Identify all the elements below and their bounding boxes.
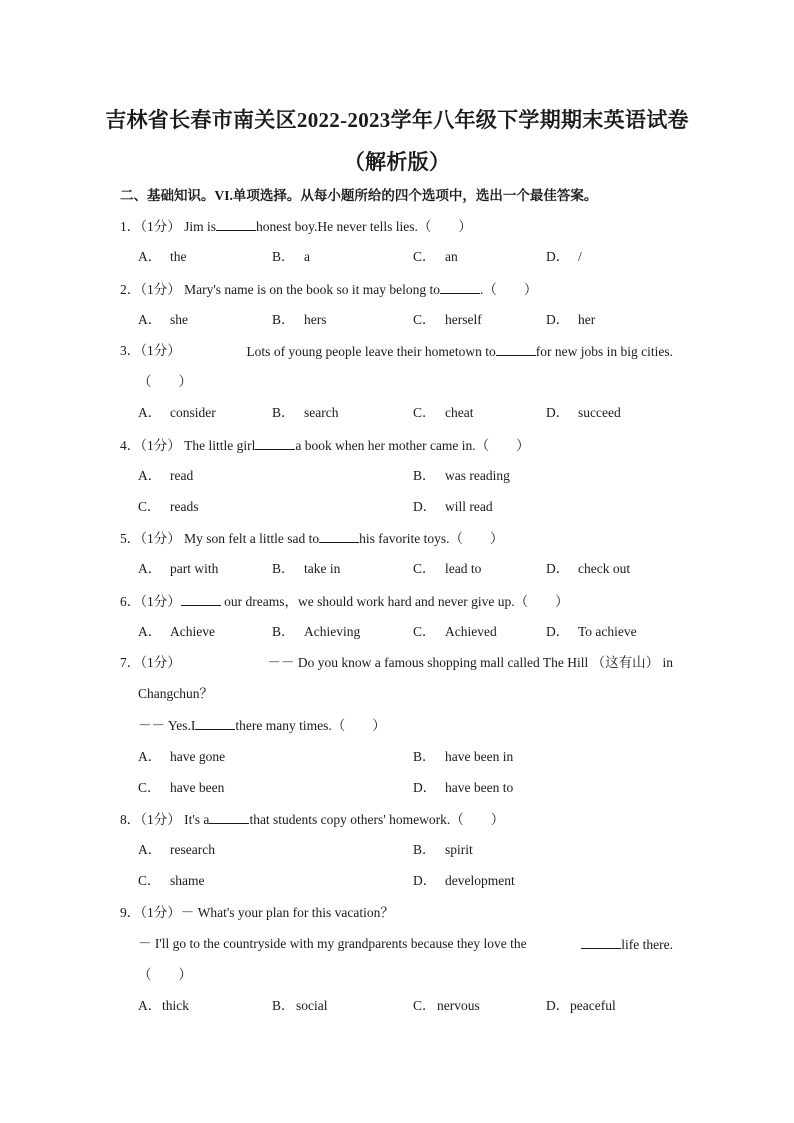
option-text: research (170, 842, 215, 857)
option-a (138, 467, 193, 485)
option-b (413, 748, 513, 766)
option-text: search (304, 405, 339, 420)
option-letter: D． (546, 312, 570, 327)
option-letter: C． (413, 624, 436, 639)
question-text-post: .（ ） (480, 282, 538, 297)
option-b (272, 997, 328, 1015)
option-letter: A． (138, 468, 162, 483)
option-text: cheat (445, 405, 474, 420)
question-text-pre: The little girl (184, 438, 256, 453)
option-b (272, 560, 340, 578)
option-a (138, 248, 187, 266)
answer-blank (216, 217, 256, 231)
option-letter: C． (138, 499, 161, 514)
exam-subtitle: （解析版） (343, 150, 451, 174)
option-c (138, 498, 198, 516)
option-c (413, 997, 480, 1015)
answer-paren: （ ） (138, 374, 192, 389)
question-6 (120, 592, 569, 611)
option-text: consider (170, 405, 216, 420)
answer-blank (195, 716, 235, 730)
option-letter: C． (413, 249, 436, 264)
option-text: an (445, 249, 458, 264)
option-letter: B． (272, 249, 295, 264)
option-b (413, 841, 473, 859)
option-text: part with (170, 561, 219, 576)
answer-blank (209, 810, 249, 824)
option-letter: A． (138, 749, 162, 764)
option-letter: A． (138, 842, 162, 857)
option-d (413, 872, 515, 890)
option-d (546, 623, 637, 641)
option-letter: B． (413, 468, 436, 483)
option-c (413, 404, 473, 422)
option-letter: D． (413, 499, 437, 514)
question-5 (120, 529, 503, 548)
option-text: a (304, 249, 310, 264)
option-text: lead to (445, 561, 482, 576)
question-text-pre: Jim is (184, 219, 217, 234)
option-text: take in (304, 561, 341, 576)
option-text: will read (445, 499, 493, 514)
option-text: spirit (445, 842, 473, 857)
option-d (413, 779, 513, 797)
question-3 (120, 342, 673, 361)
option-b (272, 404, 338, 422)
option-d (546, 560, 630, 578)
option-text: development (445, 873, 515, 888)
option-text: she (170, 312, 188, 327)
option-letter: D． (413, 780, 437, 795)
question-text-post: for new jobs in big cities. (535, 344, 673, 359)
option-text: have gone (170, 749, 226, 764)
option-letter: A． (138, 249, 162, 264)
option-c (413, 560, 481, 578)
option-c (138, 872, 205, 890)
option-letter: B． (272, 405, 295, 420)
question-continuation: Changchun？ (138, 686, 213, 701)
option-c (413, 623, 497, 641)
answer-blank (496, 342, 536, 356)
option-text: Achieve (170, 624, 215, 639)
option-letter: C． (413, 312, 436, 327)
answer-blank (581, 935, 621, 949)
question-number: 9．（1分） (120, 905, 181, 920)
option-letter: C． (413, 998, 436, 1013)
question-text-pre: My son felt a little sad to (184, 531, 320, 546)
option-b (272, 623, 360, 641)
option-letter: C． (413, 561, 436, 576)
option-text: To achieve (578, 624, 637, 639)
option-d (546, 248, 582, 266)
question-7 (120, 654, 673, 672)
option-letter: A． (138, 405, 162, 420)
option-letter: D． (546, 624, 570, 639)
option-text: herself (445, 312, 482, 327)
option-d (546, 997, 616, 1015)
question-number: 3．（1分） (120, 343, 181, 358)
question-text-pre: －－ Yes.I (138, 718, 196, 733)
question-4 (120, 436, 530, 455)
option-text: social (296, 998, 328, 1013)
question-7-reply (138, 716, 386, 735)
option-a (138, 841, 215, 859)
option-b (272, 248, 310, 266)
option-letter: B． (272, 624, 295, 639)
question-number: 4．（1分） (120, 438, 181, 453)
option-letter: A． (138, 561, 162, 576)
question-text-pre: Mary's name is on the book so it may belong to (184, 282, 441, 297)
option-letter: C． (413, 405, 436, 420)
question-9 (120, 904, 394, 922)
option-letter: A． (138, 998, 162, 1013)
exam-title: 吉林省长春市南关区2022-2023学年八年级下学期期末英语试卷 (105, 108, 689, 132)
answer-blank (440, 280, 480, 294)
option-b (413, 467, 510, 485)
question-text-pre: － I'll go to the countryside with my grandparents because they love the (138, 936, 527, 951)
option-letter: D． (546, 405, 570, 420)
option-text: thick (162, 998, 189, 1013)
option-a (138, 560, 218, 578)
question-text-pre: － What's your plan for this vacation？ (180, 905, 394, 920)
option-text: Achieved (445, 624, 497, 639)
option-letter: B． (272, 312, 295, 327)
question-number: 5．（1分） (120, 531, 181, 546)
option-text: was reading (445, 468, 510, 483)
option-text: succeed (578, 405, 621, 420)
question-text-post: there many times.（ ） (235, 718, 386, 733)
answer-blank (319, 529, 359, 543)
option-text: her (578, 312, 596, 327)
option-b (272, 311, 327, 329)
answer-paren: （ ） (138, 967, 192, 982)
question-text-post: that students copy others' homework.（ ） (249, 812, 505, 827)
option-a (138, 311, 188, 329)
question-text-pre: It's a (184, 812, 210, 827)
option-letter: B． (272, 998, 295, 1013)
question-text-post: his favorite toys.（ ） (359, 531, 504, 546)
option-letter: C． (138, 780, 161, 795)
option-text: nervous (437, 998, 480, 1013)
option-letter: D． (546, 998, 570, 1013)
option-letter: A． (138, 312, 162, 327)
question-number: 8．（1分） (120, 812, 181, 827)
option-text: read (170, 468, 194, 483)
question-1 (120, 217, 472, 236)
option-letter: D． (546, 561, 570, 576)
question-text-pre: Lots of young people leave their hometown to (246, 344, 496, 359)
option-c (138, 779, 224, 797)
option-d (546, 311, 595, 329)
question-number: 6．（1分） (120, 594, 181, 609)
option-text: Achieving (304, 624, 361, 639)
question-2 (120, 280, 537, 299)
option-letter: D． (546, 249, 570, 264)
option-letter: D． (413, 873, 437, 888)
question-text-pre: －－ Do you know a famous shopping mall called The Hill （这有山） in (267, 655, 673, 670)
option-letter: A． (138, 624, 162, 639)
option-c (413, 311, 482, 329)
option-text: the (170, 249, 187, 264)
option-c (413, 248, 458, 266)
section-heading: 二、基础知识。VI.单项选择。从每小题所给的四个选项中，选出一个最佳答案。 (120, 188, 598, 203)
question-number: 2．（1分） (120, 282, 181, 297)
option-text: have been in (445, 749, 514, 764)
question-number: 7．（1分） (120, 655, 181, 670)
option-text: have been to (445, 780, 514, 795)
option-d (413, 498, 493, 516)
option-letter: B． (413, 749, 436, 764)
question-8 (120, 810, 504, 829)
question-text-post: our dreams，we should work hard and never give up.（ ） (224, 594, 569, 609)
option-letter: B． (413, 842, 436, 857)
option-text: hers (304, 312, 327, 327)
question-text-post: a book when her mother came in.（ ） (295, 438, 530, 453)
question-text-post: honest boy.He never tells lies.（ ） (256, 219, 472, 234)
answer-blank (181, 592, 221, 606)
option-text: reads (170, 499, 199, 514)
option-letter: B． (272, 561, 295, 576)
question-text-post: life there. (621, 937, 673, 952)
option-text: shame (170, 873, 205, 888)
question-9-reply (138, 935, 673, 954)
option-text: check out (578, 561, 631, 576)
option-a (138, 623, 215, 641)
option-a (138, 748, 225, 766)
option-letter: C． (138, 873, 161, 888)
option-text: / (578, 249, 582, 264)
option-a (138, 404, 216, 422)
option-text: have been (170, 780, 225, 795)
answer-blank (255, 436, 295, 450)
question-number: 1．（1分） (120, 219, 181, 234)
option-a (138, 997, 189, 1015)
option-d (546, 404, 621, 422)
option-text: peaceful (570, 998, 616, 1013)
